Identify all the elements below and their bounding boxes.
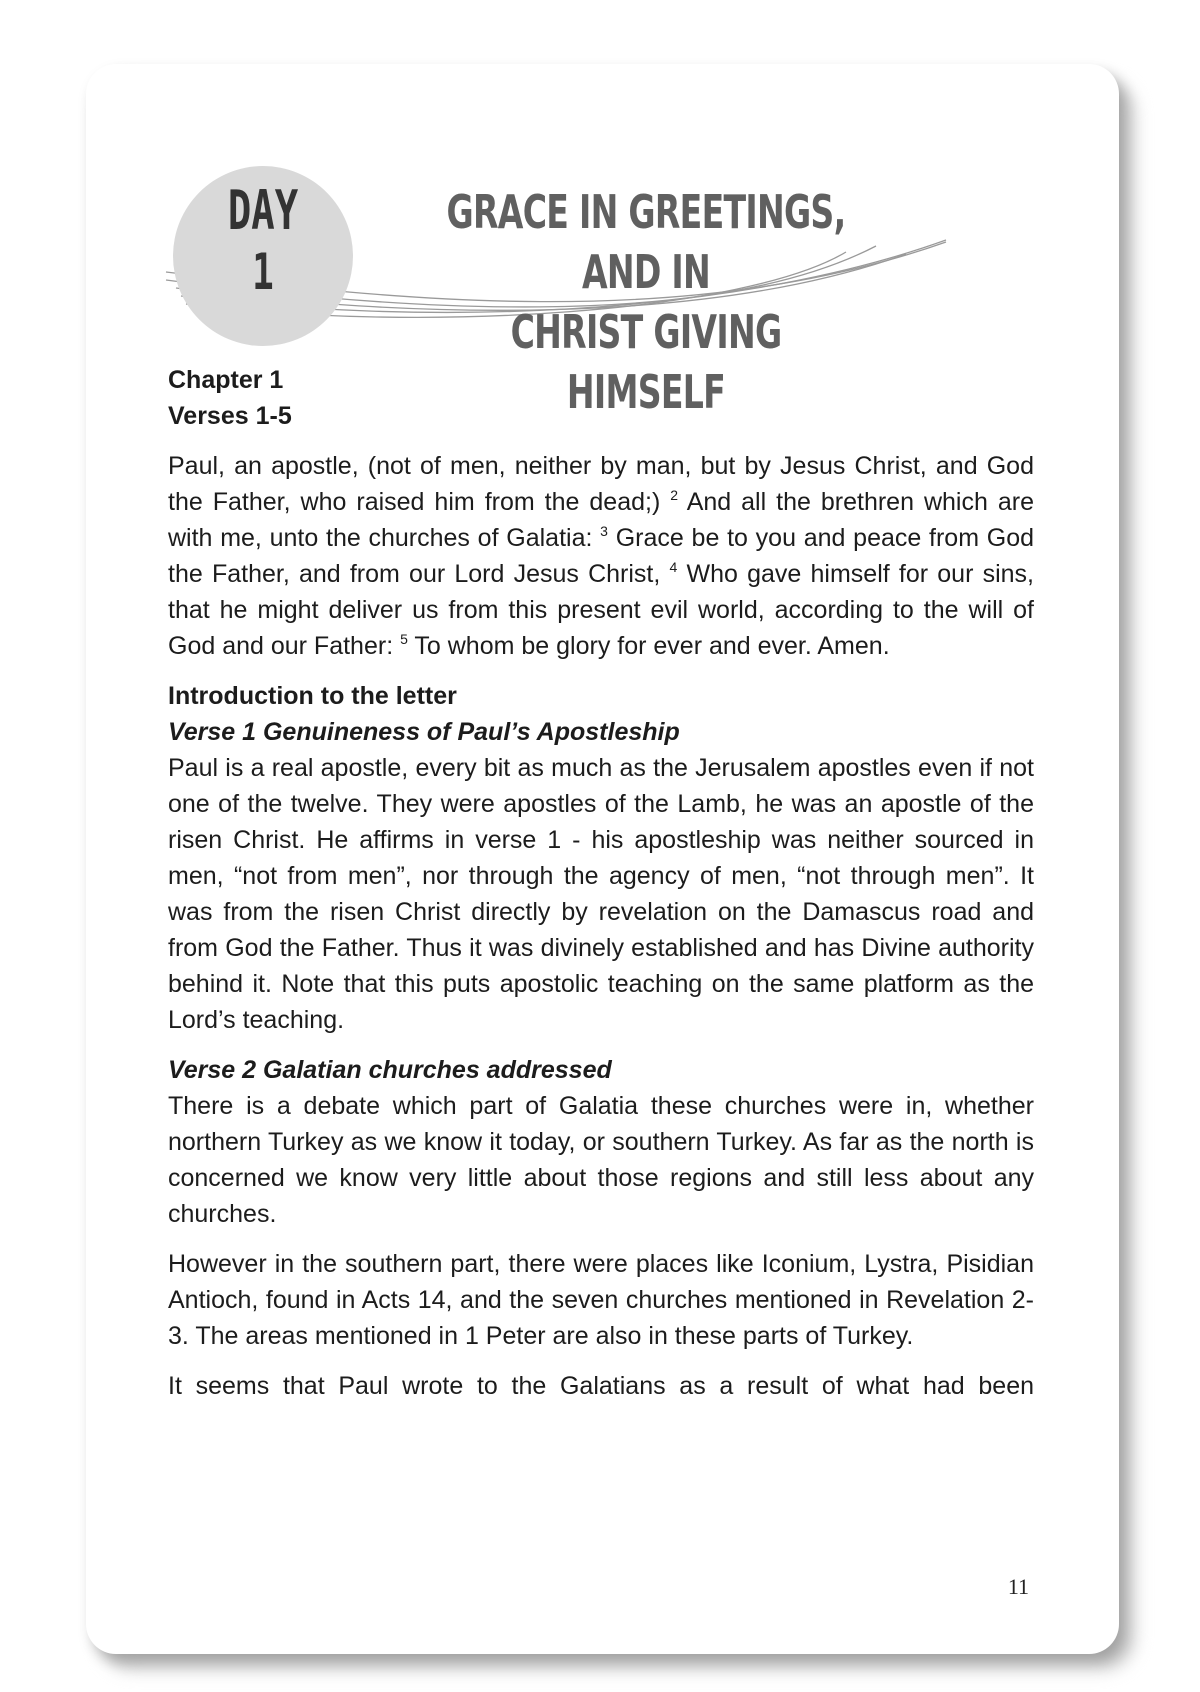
verse-number-5: 5 [400, 631, 408, 647]
verse-1-text: Paul, an apostle, (not of men, neither by man, but by Jesus Christ, and God the Father, who raised him from the dead;) [168, 452, 1034, 516]
verse-1-commentary: Paul is a real apostle, every bit as much as the Jerusalem apostles even if not one of the twelve. They were apostles of the Lamb, he was an apostle of the risen Christ. He affirms in verse 1 - his apostleship was neither sourced in men, “not from men”, nor through the agency of men, “not through men”. It was from the risen Christ directly by revelation on the Damascus road and from God the Father. Thus it was divinely established and has Divine authority behind it. Note that this puts apostolic teaching on the same platform as the Lord’s teaching. [168, 754, 1034, 1034]
page-number: 11 [1007, 1574, 1029, 1599]
verse-2-commentary: There is a debate which part of Galatia these churches were in, whether northern Turkey as we know it today, or southern Turkey. As far as the north is concerned we know very little about those regions and still less about any churches. [168, 1092, 1034, 1228]
verses-reference: Verses 1-5 [168, 402, 292, 430]
page-content [168, 362, 1034, 1404]
southern-galatia-paragraph: However in the southern part, there were places like Iconium, Lystra, Pisidian Antioch, found in Acts 14, and the seven churches mentioned in Revelation 2-3. The areas mentioned in 1 Peter are also in these parts of Turkey. [168, 1250, 1034, 1350]
title-line-1: GRACE IN GREETINGS, AND IN [446, 185, 846, 299]
verse-number-3: 3 [600, 523, 608, 539]
verse-number-2: 2 [670, 487, 679, 503]
title-line-2: CHRIST GIVING HIMSELF [510, 305, 782, 419]
verse-3-text: Grace be to you and peace from God the Father, and from our Lord Jesus Christ, [168, 524, 1035, 588]
intro-heading: Introduction to the letter [168, 682, 457, 710]
verse-number-4: 4 [669, 559, 678, 575]
scripture-passage [168, 448, 1034, 664]
verse-5-text: To whom be glory for ever and ever. Amen. [414, 632, 890, 660]
day-number: 1 [252, 243, 274, 301]
closing-paragraph: It seems that Paul wrote to the Galatians as a result of what had been [168, 1372, 1034, 1400]
verse-2-text: And all the brethren which are with me, unto the churches of Galatia: [168, 488, 1034, 552]
verse-2-heading: Verse 2 Galatian churches addressed [168, 1056, 612, 1084]
chapter-reference: Chapter 1 [168, 366, 284, 394]
verse-1-heading: Verse 1 Genuineness of Paul’s Apostleship [168, 718, 680, 746]
book-page [86, 64, 1119, 1654]
day-label: DAY [227, 179, 299, 242]
verse-4-text: Who gave himself for our sins, that he might deliver us from this present evil world, according to the will of God and our Father: [168, 560, 1034, 660]
